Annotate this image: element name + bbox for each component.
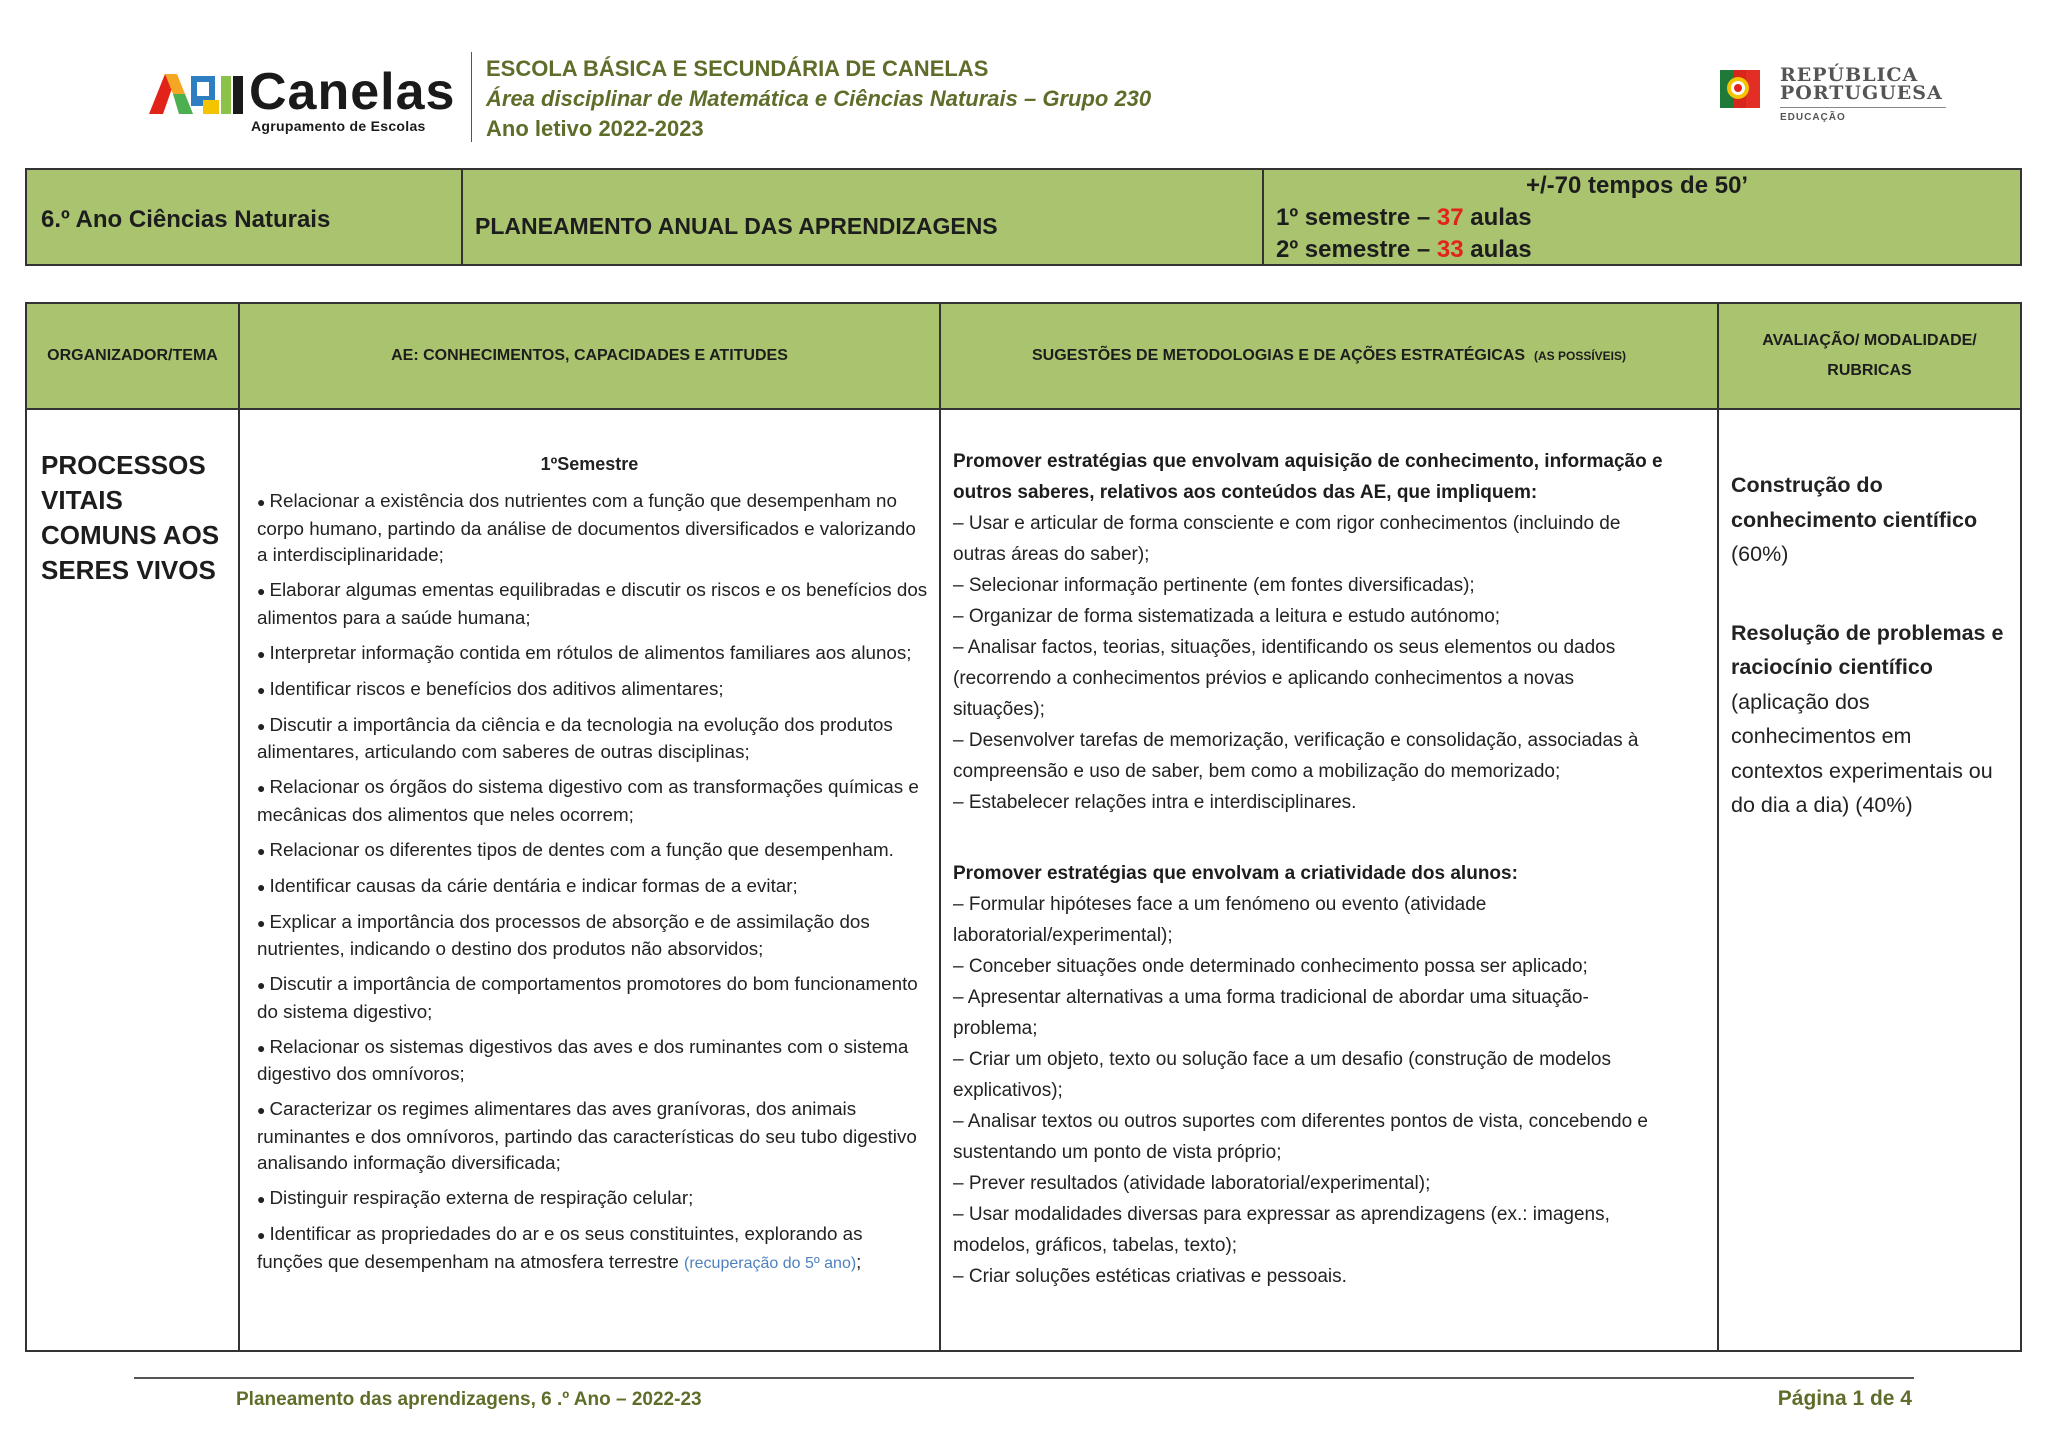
school-year: Ano letivo 2022-2023 [486,116,704,141]
theme-line: COMUNS AOS [41,520,220,550]
semester2-lessons [1276,236,1532,264]
header-divider [471,52,472,142]
sem2-aulas: aulas [1463,236,1532,263]
footer-rule [134,1377,1914,1379]
methods-line: laboratorial/experimental); [953,925,1173,946]
list-item [257,640,929,668]
band-course-cell [27,170,463,264]
semester1-lessons [1276,204,1532,232]
header-ae: AE: CONHECIMENTOS, CAPACIDADES E ATITUDES [391,347,788,364]
bullet-icon: ● [257,1191,266,1207]
ae-item-text: Interpretar informação contida em rótulos de alimentos familiares aos alunos; [269,641,912,663]
methods-line: outras áreas do saber); [953,544,1150,565]
list-item [257,1221,929,1277]
theme-line: SERES VIVOS [41,555,216,585]
ae-item-text: Discutir a importância de comportamentos promotores do bom funcionamento do sistema digestivo; [257,973,918,1022]
eval-item1-title: conhecimento científico [1731,507,1978,532]
methods-line: – Analisar factos, teorias, situações, identificando os seus elementos ou dados [953,637,1616,658]
course-band [25,168,2022,266]
list-item [257,488,929,569]
planning-table [25,302,2022,1352]
list-item [257,971,929,1025]
methods-line: problema; [953,1018,1038,1039]
theme-line: VITAIS [41,485,123,515]
list-item [257,873,929,901]
ae-item-text: Explicar a importância dos processos de absorção e de assimilação dos nutrientes, indicando o destino dos produtos não absorvidos; [257,910,870,959]
band-times-cell [1264,170,2020,264]
ae-item-text: Identificar causas da cárie dentária e indicar formas de a evitar; [269,874,798,896]
bullet-icon: ● [257,1102,266,1118]
methods-line: – Apresentar alternativas a uma forma tradicional de abordar uma situação- [953,987,1589,1008]
ae-item-text: Identificar riscos e benefícios dos aditivos alimentares; [269,677,724,699]
rp-title-line2: PORTUGUESA [1780,82,1943,104]
school-info [486,54,1151,144]
methods-line: – Usar modalidades diversas para expressar as aprendizagens (ex.: imagens, [953,1204,1610,1225]
methods-line: situações); [953,699,1045,720]
methods-line: – Criar soluções estéticas criativas e pessoais. [953,1266,1347,1287]
ae-item-text: Relacionar os sistemas digestivos das aves e dos ruminantes com o sistema digestivo dos omnívoros; [257,1035,909,1084]
sem1-label: 1º semestre – [1276,204,1437,231]
list-item [257,712,929,766]
republica-portuguesa-logo [1716,62,1948,128]
semester-title: 1ºSemestre [540,454,639,474]
eval-item1-title: Construção do [1731,473,1883,497]
footer-document-title: Planeamento das aprendizagens, 6 .º Ano – 2022-23 [236,1389,702,1410]
header-eval-line1: AVALIAÇÃO/ MODALIDADE/ [1762,332,1977,349]
course-title: 6.º Ano Ciências Naturais [41,206,331,233]
ae-item-text: Elaborar algumas ementas equilibradas e discutir os riscos e os benefícios dos alimentos para a saúde humana; [257,579,928,628]
rp-subtitle: EDUCAÇÃO [1780,112,1846,123]
methods-line: sustentando um ponto de vista próprio; [953,1142,1282,1163]
list-item [257,837,929,865]
rp-rule [1780,107,1946,108]
header-methods [941,304,1717,408]
eval-item2-title: Resolução de problemas e [1731,620,2004,645]
bullet-icon: ● [257,878,266,895]
bullet-icon: ● [257,583,266,599]
bullet-icon: ● [257,780,266,796]
theme-cell [27,410,238,1350]
band-plan-cell [463,170,1264,264]
ae-item-text: Distinguir respiração externa de respiração celular; [269,1187,694,1208]
agrupamento-logo-mark-icon [147,70,247,116]
methods-line: explicativos); [953,1080,1063,1101]
school-area: Área disciplinar de Matemática e Ciências Naturais – Grupo 230 [486,86,1152,111]
theme-line: PROCESSOS [41,450,206,480]
methods-line: – Prever resultados (atividade laboratorial/experimental); [953,1173,1431,1194]
methods-line: – Estabelecer relações intra e interdisciplinares. [953,792,1357,813]
sem1-aulas: aulas [1463,204,1532,231]
logo-wordmark: Canelas [249,63,456,121]
ae-item-end: ; [856,1250,862,1272]
header-evaluation [1719,304,2020,408]
methods-line: – Desenvolver tarefas de memorização, verificação e consolidação, associadas à [953,730,1639,751]
ae-item-text: Relacionar os diferentes tipos de dentes com a função que desempenham. [269,838,894,860]
eval-item2-title: raciocínio científico [1731,655,1933,679]
sem2-label: 2º semestre – [1276,236,1437,263]
list-item [257,1185,929,1213]
methods-line: – Usar e articular de forma consciente e com rigor conhecimentos (incluindo de [953,513,1621,534]
bullet-icon: ● [257,494,266,510]
header-methods-small: (AS POSSÍVEIS) [1533,349,1627,363]
recovery-note: (recuperação do 5º ano) [684,1254,857,1272]
logo-subtitle: Agrupamento de Escolas [251,118,426,134]
header-eval-line2: RUBRICAS [1827,362,1912,379]
bullet-icon: ● [257,717,266,734]
methods-line: – Organizar de forma sistematizada a leitura e estudo autónomo; [953,606,1501,627]
bullet-icon: ● [257,1227,266,1243]
ae-item-text: Relacionar a existência dos nutrientes com a função que desempenham no corpo humano, partindo da análise de documentos diversificados e valorizando a interdisciplinaridade; [257,490,916,565]
methods-block-creativity [953,858,1709,1292]
school-name: ESCOLA BÁSICA E SECUNDÁRIA DE CANELAS [486,56,989,81]
header-methods-text: SUGESTÕES DE METODOLOGIAS E DE AÇÕES ESTRATÉGICAS [1031,347,1526,364]
list-item [257,774,929,828]
list-item [257,909,929,963]
methods-heading: outros saberes, relativos aos conteúdos das AE, que impliquem: [953,482,1538,503]
sem1-count: 37 [1436,204,1464,231]
methods-line: compreensão e uso de saber, bem como a mobilização do memorizado; [953,761,1561,782]
eval-item1-weight: (60%) [1731,542,1789,566]
bullet-icon: ● [257,914,266,931]
ae-list [257,488,929,1286]
eval-item2-text: conhecimentos em [1731,724,1912,748]
ae-item-text: Identificar as propriedades do ar e os seus constituintes, explorando as funções que desempenham na atmosfera terrestre [257,1223,863,1272]
eval-item2-text: do dia a dia) (40%) [1731,793,1913,817]
methods-line: – Analisar textos ou outros suportes com diferentes pontos de vista, concebendo e [953,1111,1648,1132]
ae-item-text: Relacionar os órgãos do sistema digestivo com as transformações químicas e mecânicas dos alimentos que neles ocorrem; [257,776,919,825]
evaluation-criteria [1731,468,2021,823]
methods-heading: Promover estratégias que envolvam aquisição de conhecimento, informação e [953,451,1663,472]
methods-line: – Conceber situações onde determinado conhecimento possa ser aplicado; [953,956,1588,977]
school-logo [147,62,456,134]
bullet-icon: ● [257,842,266,859]
methods-cell [941,410,1717,1350]
list-item [257,1096,929,1177]
bullet-icon: ● [257,977,266,993]
list-item [257,577,929,631]
footer-page-number: Página 1 de 4 [1777,1387,1912,1410]
eval-spacer [1731,572,2021,616]
theme-title [41,448,231,588]
methods-line: modelos, gráficos, tabelas, texto); [953,1235,1238,1256]
table-header-row [27,304,2020,410]
bullet-icon: ● [257,681,266,698]
methods-block-knowledge [953,446,1709,818]
rp-title-line1: REPÚBLICA [1780,64,1919,86]
ae-item-text: Discutir a importância da ciência e da tecnologia na evolução dos produtos alimentares, articulando com saberes de outras disciplinas; [257,713,893,762]
ae-item-text: Caracterizar os regimes alimentares das aves granívoras, dos animais ruminantes e dos omnívoros, partindo das características do seu tubo digestivo analisando informação diversificada; [257,1098,917,1173]
list-item [257,676,929,704]
methods-line: (recorrendo a conhecimentos prévios e aplicando conhecimentos a novas [953,668,1575,689]
portugal-emblem-icon [1716,64,1764,112]
methods-heading: Promover estratégias que envolvam a criatividade dos alunos: [953,863,1518,884]
methods-line: – Formular hipóteses face a um fenómeno ou evento (atividade [953,894,1487,915]
list-item [257,1034,929,1088]
bullet-icon: ● [257,645,266,662]
sem2-count: 33 [1436,236,1464,263]
plan-title: PLANEAMENTO ANUAL DAS APRENDIZAGENS [475,213,998,239]
methods-line: – Criar um objeto, texto ou solução face a um desafio (construção de modelos [953,1049,1611,1070]
header-organizer: ORGANIZADOR/TEMA [47,347,218,364]
eval-item2-text: contextos experimentais ou [1731,758,1993,783]
evaluation-cell [1719,410,2020,1350]
eval-item2-text: (aplicação dos [1731,689,1870,714]
bullet-icon: ● [257,1039,266,1056]
ae-cell [240,410,939,1350]
total-times: +/-70 tempos de 50’ [1526,172,1749,199]
methods-line: – Selecionar informação pertinente (em fontes diversificadas); [953,575,1475,596]
